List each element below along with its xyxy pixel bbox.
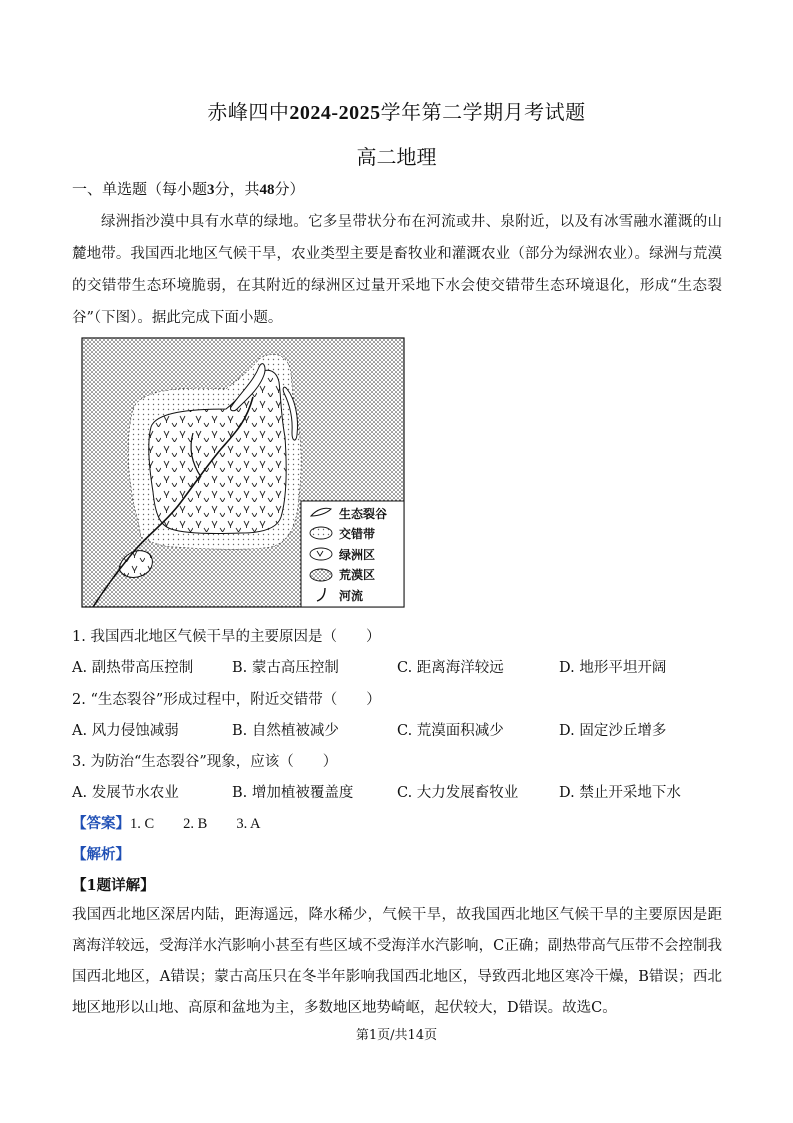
q2-option-a: A. 风力侵蚀减弱 — [72, 723, 179, 739]
desert-icon — [310, 569, 332, 581]
q2-option-d: D. 固定沙丘增多 — [559, 723, 667, 739]
legend-label-rift: 生态裂谷 — [339, 507, 388, 521]
q3-option-a: A. 发展节水农业 — [72, 785, 179, 801]
passage-intro: 绿洲指沙漠中具有水草的绿地。它多呈带状分布在河流或井、泉附近，以及有冰雪融水灌溉的山麓地带。我国西北地区气候干旱，农业类型主要是畜牧业和灌溉农业（部分为绿洲农业）。绿洲与荒漠的交错带生态环境脆弱，在其附近的绿洲区过量开采地下水会使交错带生态环境退化，形成“生态裂谷”（下图）。据此完成下面小题。 — [72, 214, 722, 326]
q2-option-c: C. 荒漠面积减少 — [397, 723, 504, 739]
q1-option-d: D. 地形平坦开阔 — [559, 660, 667, 676]
answer-value: 1. C 2. B 3. A — [130, 816, 261, 832]
answer-label: 【答案】 — [72, 815, 130, 832]
question-1-stem: 1. 我国西北地区气候干旱的主要原因是（ ） — [72, 629, 381, 645]
q1-option-a: A. 副热带高压控制 — [72, 660, 194, 676]
answer-line — [72, 812, 261, 833]
q3-option-c: C. 大力发展畜牧业 — [397, 785, 519, 801]
question-2-stem: 2. “生态裂谷”形成过程中，附近交错带（ ） — [72, 692, 381, 708]
q3-option-b: B. 增加植被覆盖度 — [232, 785, 354, 801]
legend-label-ecotone: 交错带 — [339, 527, 376, 541]
section-heading: 一、单选题（每小题3分，共48分） — [72, 180, 305, 198]
q2-option-b: B. 自然植被减少 — [232, 723, 339, 739]
exam-subtitle: 高二地理 — [356, 145, 437, 169]
q3-option-d: D. 禁止开采地下水 — [559, 785, 681, 801]
page-footer: 第1页/共14页 — [355, 1028, 438, 1043]
detail-text: 我国西北地区深居内陆，距海遥远，降水稀少，气候干旱，故我国西北地区气候干旱的主要原因是距离海洋较远，受海洋水汽影响小甚至有些区域不受海洋水汽影响，C正确；副热带高气压带不会控制我国西北地区，A错误；蒙古高压只在冬半年影响我国西北地区，导致西北地区寒冷干燥，B错误；西北地区地形以山地、高原和盆地为主，多数地区地势崎岖，起伏较大，D错误。故选C。 — [72, 907, 722, 1016]
ecotone-icon — [310, 527, 332, 539]
analysis-label: 【解析】 — [72, 846, 130, 863]
detail-heading: 【1题详解】 — [72, 877, 155, 894]
ecological-rift-map — [81, 337, 405, 608]
exam-title: 赤峰四中2024-2025学年第二学期月考试题 — [207, 100, 586, 124]
question-3-stem: 3. 为防治“生态裂谷”现象，应该（ ） — [72, 754, 338, 770]
legend-label-oasis: 绿洲区 — [339, 548, 376, 562]
legend-label-desert: 荒漠区 — [339, 568, 376, 582]
q1-option-c: C. 距离海洋较远 — [397, 660, 504, 676]
legend-label-river: 河流 — [339, 589, 364, 603]
q1-option-b: B. 蒙古高压控制 — [232, 660, 339, 676]
